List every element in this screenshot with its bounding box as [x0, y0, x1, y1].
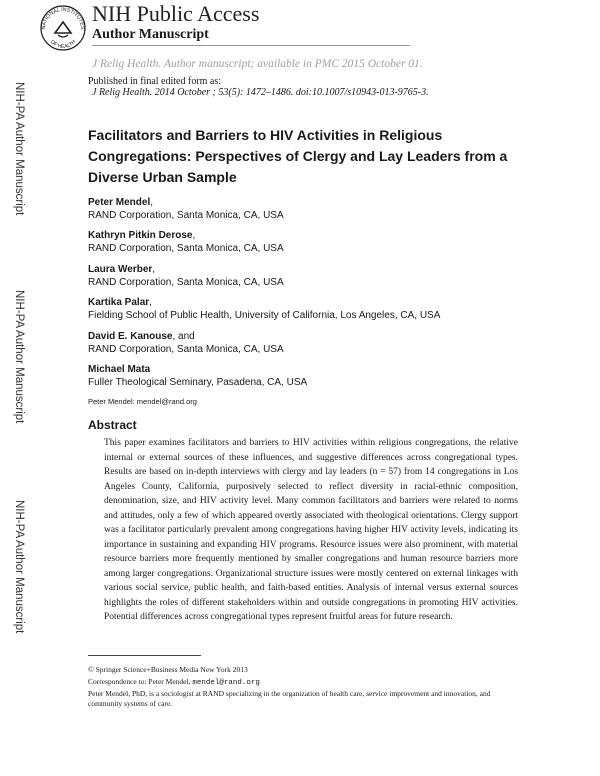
logo-top-text: NATIONAL INSTITUTES — [40, 6, 86, 30]
sidebar-label-3: NIH-PA Author Manuscript — [13, 500, 25, 634]
author-affiliation: RAND Corporation, Santa Monica, CA, USA — [88, 243, 284, 254]
author-name: Michael Mata — [88, 364, 151, 375]
sidebar-label-2: NIH-PA Author Manuscript — [13, 290, 25, 424]
published-label: Published in final edited form as: — [88, 76, 222, 87]
author-name: Kartika Palar — [88, 297, 150, 308]
author-suffix: , and — [172, 331, 195, 342]
author-affiliation: Fuller Theological Seminary, Pasadena, CA, USA — [88, 377, 308, 388]
nih-logo — [38, 2, 88, 52]
nih-subtitle: Author Manuscript — [92, 27, 209, 42]
sidebar-label-1: NIH-PA Author Manuscript — [13, 82, 25, 216]
author-suffix: , — [149, 297, 152, 308]
author-suffix: , — [150, 197, 154, 208]
copyright-note: © Springer Science+Business Media New York 2013 — [88, 665, 248, 674]
svg-text:OF HEALTH — [49, 39, 77, 50]
author-bio-note: Peter Mendel, PhD, is a sociologist at RAND specializing in the organization of health care, service improvement and innovation, and community systems of care. — [88, 689, 491, 708]
logo-bottom-text: OF HEALTH — [48, 39, 78, 51]
footnote-rule — [88, 655, 201, 656]
author-3 — [88, 263, 284, 289]
contact-email: Peter Mendel: mendel@rand.org — [88, 397, 197, 406]
abstract-heading: Abstract — [88, 418, 137, 432]
author-name: Kathryn Pitkin Derose — [88, 230, 193, 241]
author-4 — [88, 296, 440, 322]
author-5 — [88, 330, 284, 356]
citation — [92, 87, 429, 98]
author-name: David E. Kanouse — [88, 331, 173, 342]
correspondence-note — [88, 677, 520, 688]
author-affiliation: Fielding School of Public Health, University of California, Los Angeles, CA, USA — [88, 310, 441, 321]
author-name: Laura Werber — [88, 264, 153, 275]
author-affiliation: RAND Corporation, Santa Monica, CA, USA — [88, 210, 284, 221]
author-6 — [88, 363, 307, 389]
author-2 — [88, 229, 284, 255]
correspondence-email[interactable]: mendel@rand.org — [192, 679, 260, 687]
header-rule — [92, 45, 410, 46]
abstract-body: This paper examines facilitators and barriers to HIV activities within religious congregations, the relative internal or external sources of these influences, and suggestive differences across congregational types. Results are based on in-depth interviews with clergy and lay leaders (n = 57) from 14 congregations in Los Angeles County, California, purposively selected to reflect diversity in racial-ethnic composition, denomination, size, and HIV activity level. Many common facilitators and barriers were related to norms and attitudes, only a few of which appeared overtly associated with theological orientations. Clergy support was a facilitator particularly prevalent among congregations having higher HIV activity levels, indicating its importance in sustaining and expanding HIV programs. Resource issues were also prominent, with material resource barriers more frequently mentioned by smaller congregations and human resource barriers more among larger congregations. Organizational structure issues were mostly centered on external linkages with various social service, public health, and faith-based entities. Analysis of internal versus external sources highlights the roles of different stakeholders within and outside congregations in promoting HIV activities. Potential differences across congregational types represent fruitful areas for future research. — [104, 438, 518, 622]
paper-title: Facilitators and Barriers to HIV Activities in Religious Congregations: Perspectives of Clergy and Lay Leaders from a Diverse Urban Sample — [88, 127, 508, 185]
citation-text: J Relig Health. 2014 October ; 53(5): 1472–1486. doi:10.1007/s10943-013-9765-3. — [92, 87, 429, 98]
author-affiliation: RAND Corporation, Santa Monica, CA, USA — [88, 277, 284, 288]
correspondence-label: Correspondence to: Peter Mendel, — [88, 677, 193, 686]
author-suffix: , — [152, 264, 156, 275]
author-affiliation: RAND Corporation, Santa Monica, CA, USA — [88, 344, 284, 355]
author-name: Peter Mendel — [88, 197, 151, 208]
availability-line: J Relig Health. Author manuscript; available in PMC 2015 October 01. — [92, 58, 423, 70]
author-suffix: , — [192, 230, 196, 241]
svg-text:NATIONAL INSTITUTES — [41, 7, 85, 30]
author-1 — [88, 196, 284, 222]
nih-title: NIH Public Access — [92, 1, 260, 26]
